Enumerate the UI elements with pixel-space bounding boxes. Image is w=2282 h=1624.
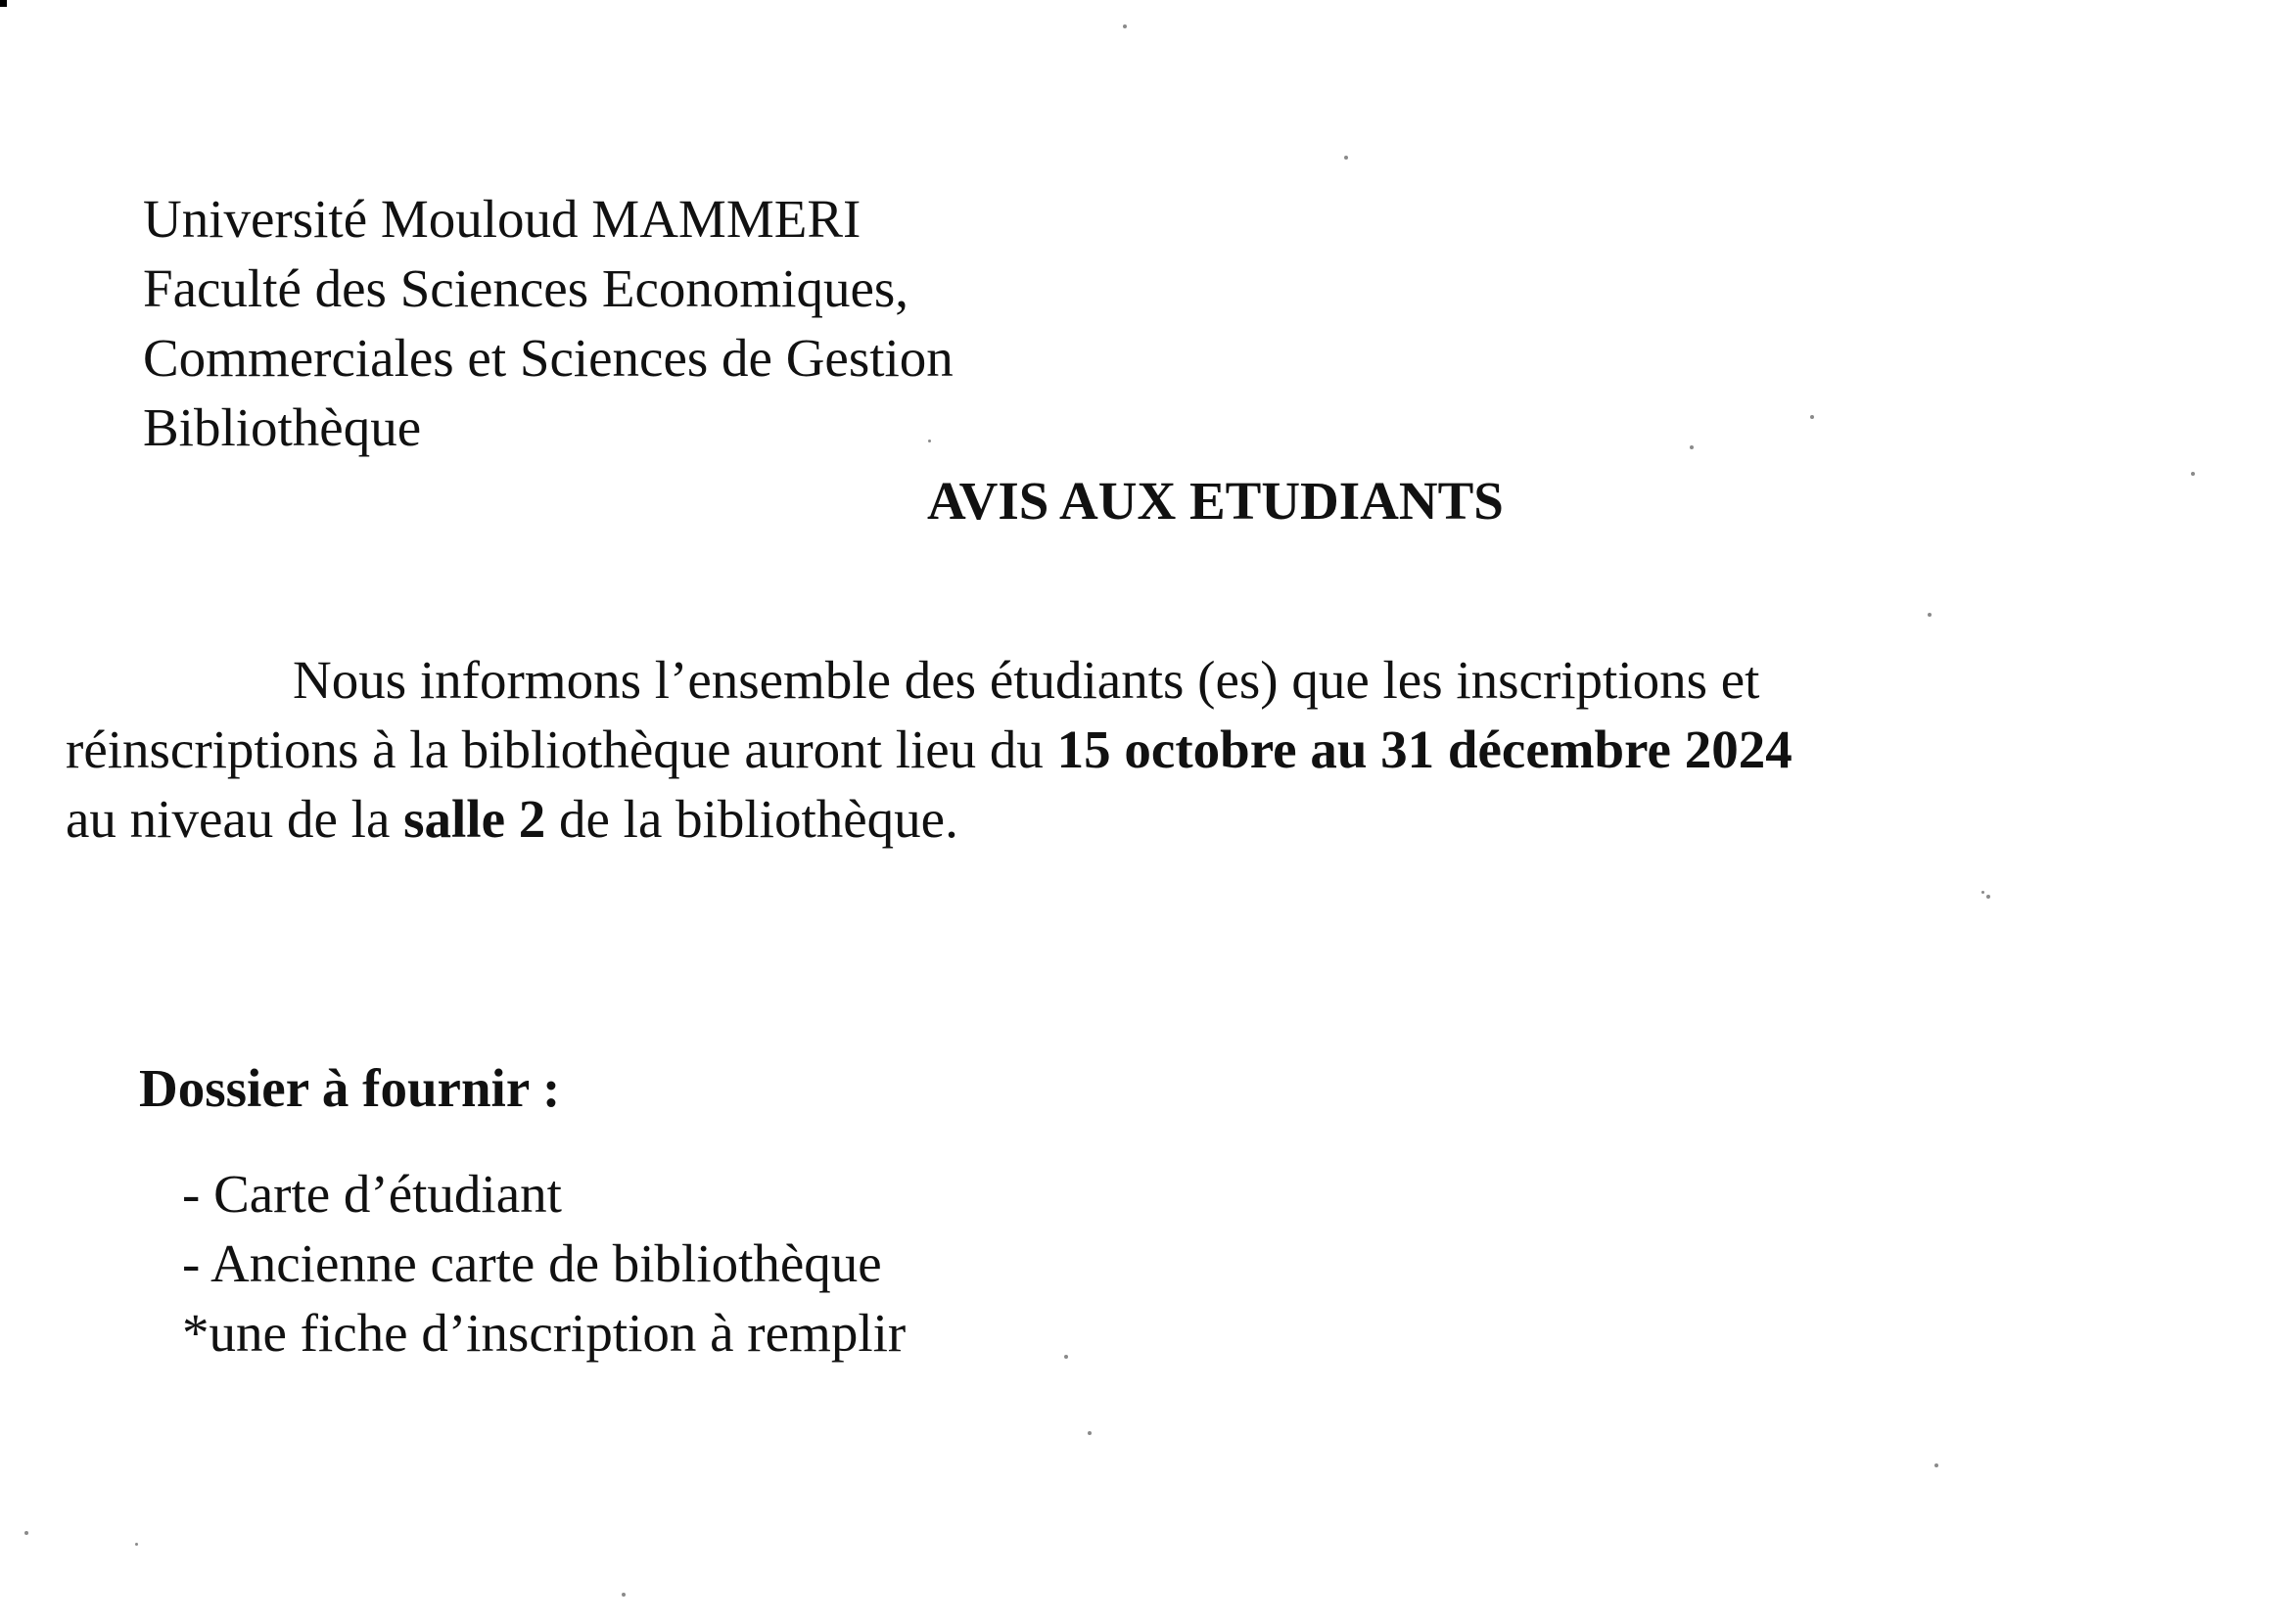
body-line-3-suffix: de la bibliothèque.: [545, 789, 958, 849]
faculty-name-line1: Faculté des Sciences Economiques,: [143, 258, 909, 318]
required-documents-list: [182, 1159, 906, 1368]
body-line-2: [66, 715, 2141, 784]
scan-speck: [135, 1543, 138, 1546]
scan-speck: [2191, 472, 2195, 476]
scan-speck: [1088, 1431, 1092, 1435]
list-item: *une fiche d’inscription à remplir: [182, 1303, 907, 1363]
list-item: - Ancienne carte de bibliothèque: [182, 1233, 882, 1293]
scan-speck: [1928, 613, 1932, 617]
scan-speck: [1986, 895, 1990, 899]
scan-speck: [1123, 24, 1127, 28]
notice-body: [66, 645, 2141, 854]
body-line-3-prefix: au niveau de la: [66, 789, 404, 849]
scan-speck: [928, 440, 931, 442]
scan-speck: [24, 1531, 28, 1535]
body-line-2-text: réinscriptions à la bibliothèque auront lieu du: [66, 719, 1057, 779]
department-name: Bibliothèque: [143, 397, 422, 457]
scan-speck: [1064, 1355, 1068, 1359]
scan-speck: [1344, 156, 1348, 160]
university-name: Université Mouloud MAMMERI: [143, 189, 862, 249]
body-line-1: Nous informons l’ensemble des étudiants (es) que les inscriptions et: [293, 650, 1760, 710]
registration-dates: 15 octobre au 31 décembre 2024: [1056, 719, 1793, 779]
scan-speck: [1690, 445, 1694, 449]
body-line-3: [66, 784, 2141, 854]
scan-speck: [622, 1593, 626, 1597]
notice-title: AVIS AUX ETUDIANTS: [927, 471, 1504, 531]
scan-speck: [1934, 1463, 1938, 1467]
faculty-name-line2: Commerciales et Sciences de Gestion: [143, 328, 954, 388]
scan-speck: [1810, 415, 1814, 419]
list-item: - Carte d’étudiant: [182, 1164, 562, 1224]
institution-header: [143, 184, 954, 462]
scan-speck: [1981, 891, 1984, 894]
dossier-title: Dossier à fournir :: [139, 1058, 561, 1118]
scan-corner-mark: [0, 0, 7, 7]
room-name: salle 2: [403, 789, 546, 849]
